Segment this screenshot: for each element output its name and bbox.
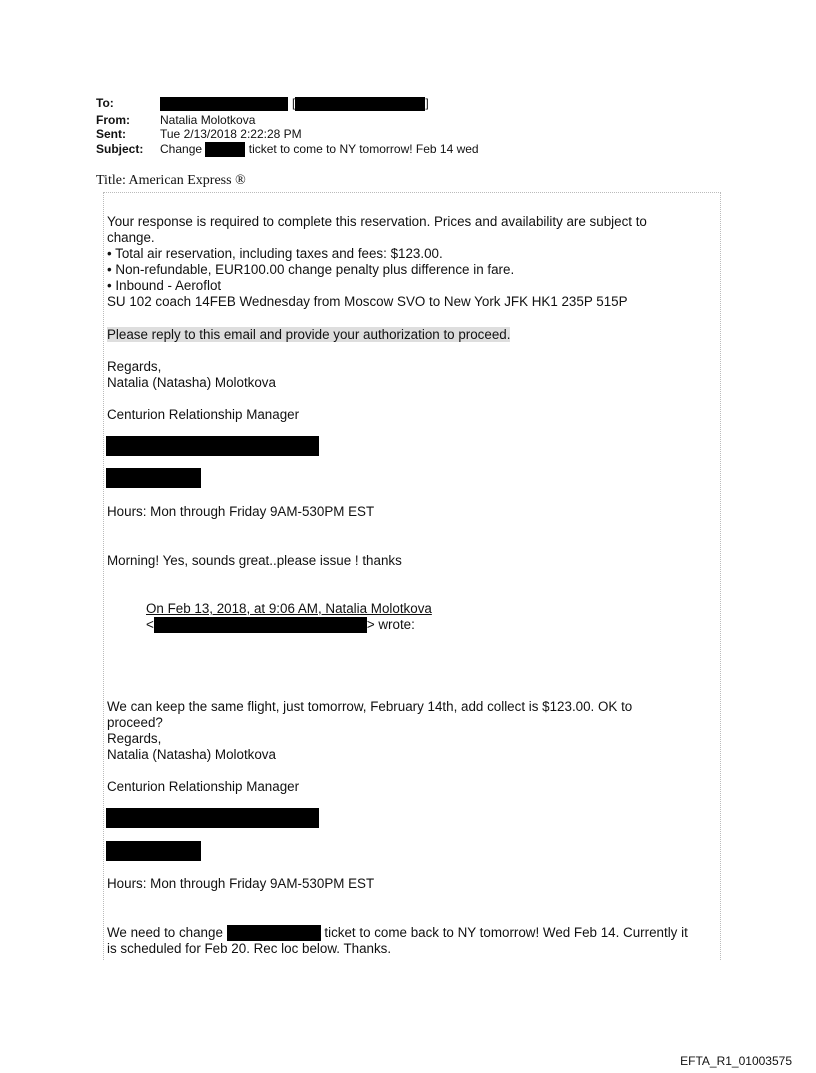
from-value: Natalia Molotkova [160, 113, 256, 127]
signature-name: Natalia (Natasha) Molotkova [107, 375, 276, 390]
to-row [96, 96, 716, 110]
document-id: EFTA_R1_01003575 [680, 1054, 792, 1068]
redaction-box [205, 142, 245, 157]
office-hours: Hours: Mon through Friday 9AM-530PM EST [107, 876, 375, 891]
redaction-box [295, 97, 425, 111]
subject-prefix: Change [160, 142, 203, 156]
bullet-penalty: • Non-refundable, EUR100.00 change penalty plus difference in fare. [107, 262, 515, 277]
change-request-prefix: We need to change [107, 925, 223, 940]
regards: Regards, [107, 731, 162, 746]
to-label: To: [96, 96, 114, 110]
signature-role: Centurion Relationship Manager [107, 407, 300, 422]
keep-flight-line: We can keep the same flight, just tomorrow, February 14th, add collect is $123.00. OK to [107, 699, 633, 714]
bullet-total: • Total air reservation, including taxes and fees: $123.00. [107, 246, 443, 261]
to-value [160, 96, 429, 111]
sent-label: Sent: [96, 127, 126, 141]
subject-row [96, 142, 716, 158]
office-hours: Hours: Mon through Friday 9AM-530PM EST [107, 504, 375, 519]
to-bracket-close: ] [425, 96, 429, 110]
redaction-box [160, 97, 288, 111]
to-bracket-open: [ [292, 96, 296, 110]
reply-request-text: Please reply to this email and provide your authorization to proceed. [107, 327, 511, 342]
redaction-box [106, 468, 201, 488]
sent-row [96, 127, 716, 141]
change-request-line-2: is scheduled for Feb 20. Rec loc below. Thanks. [107, 941, 392, 956]
reply-request [107, 327, 510, 343]
quote-header [146, 601, 432, 617]
quote-header-text: On Feb 13, 2018, at 9:06 AM, Natalia Molotkova [146, 601, 432, 616]
subject-value [160, 142, 479, 157]
regards: Regards, [107, 359, 162, 374]
reply-message: Morning! Yes, sounds great..please issue ! thanks [107, 553, 402, 568]
redaction-box [154, 617, 367, 633]
subject-label: Subject: [96, 142, 144, 156]
redaction-box [106, 436, 319, 456]
title-line: Title: American Express ® [96, 173, 246, 188]
from-label: From: [96, 113, 130, 127]
from-row [96, 113, 716, 127]
quote-lt: < [146, 617, 154, 632]
redaction-box [227, 925, 321, 941]
flight-details: SU 102 coach 14FEB Wednesday from Moscow SVO to New York JFK HK1 235P 515P [107, 294, 628, 309]
response-required-line-2: change. [107, 230, 155, 245]
redaction-box [106, 841, 201, 861]
signature-name: Natalia (Natasha) Molotkova [107, 747, 276, 762]
bullet-inbound: • Inbound - Aeroflot [107, 278, 222, 293]
change-request [107, 925, 688, 941]
sent-value: Tue 2/13/2018 2:22:28 PM [160, 127, 302, 141]
redaction-box [106, 808, 319, 828]
response-required-line: Your response is required to complete this reservation. Prices and availability are subject to [107, 214, 647, 229]
signature-role: Centurion Relationship Manager [107, 779, 300, 794]
subject-suffix: ticket to come to NY tomorrow! Feb 14 wed [248, 142, 479, 156]
keep-flight-line-2: proceed? [107, 715, 163, 730]
quote-sender [146, 617, 415, 633]
change-request-suffix: ticket to come back to NY tomorrow! Wed Feb 14. Currently it [324, 925, 688, 940]
quote-wrote: > wrote: [366, 617, 415, 632]
